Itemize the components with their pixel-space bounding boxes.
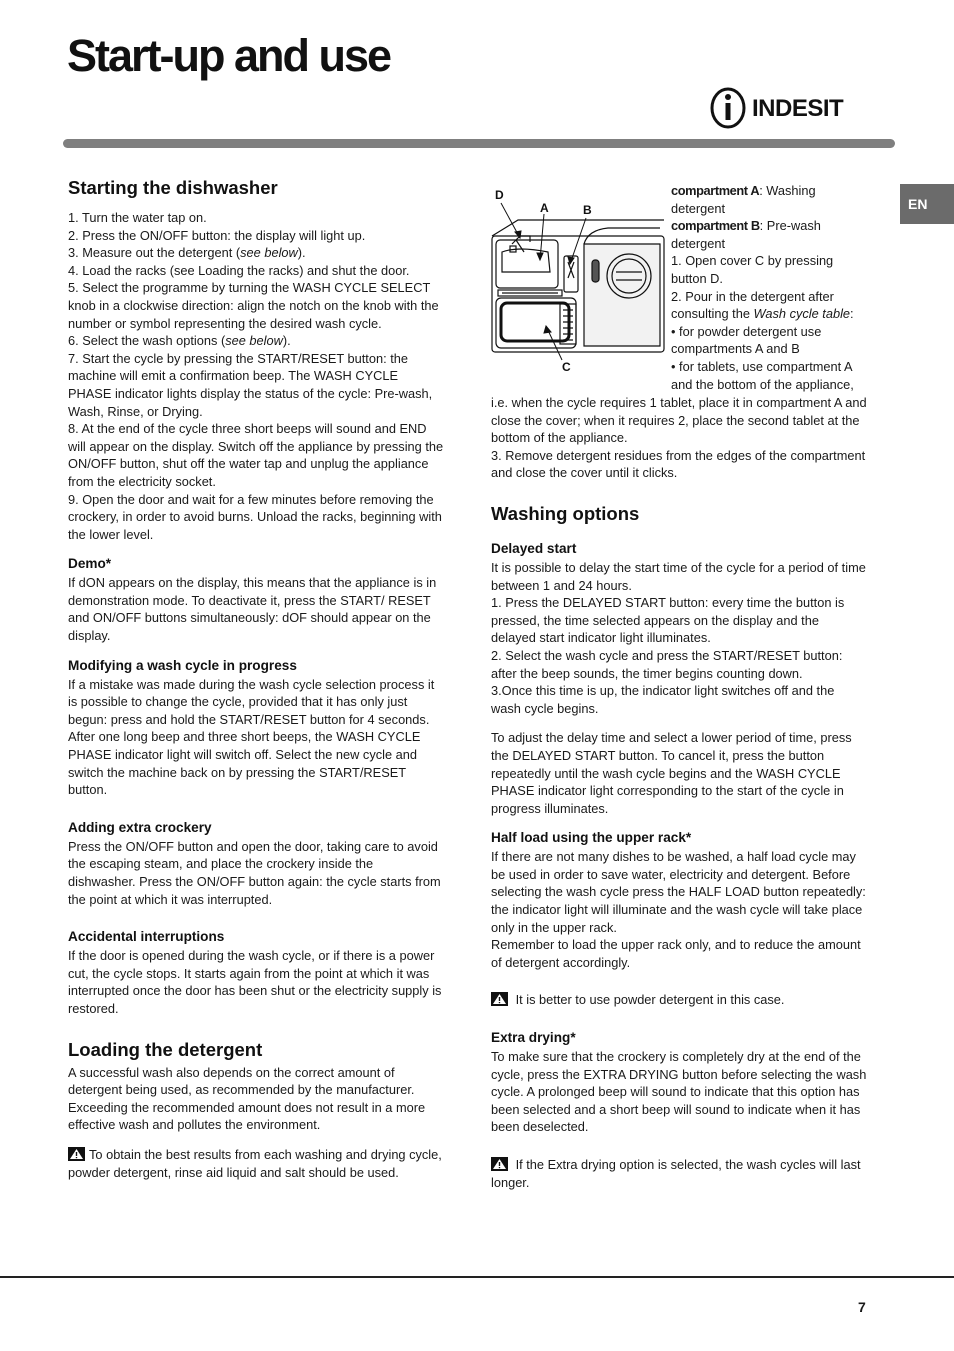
extra-drying-warning: If the Extra drying option is selected, the wash cycles will last longer. <box>491 1157 861 1190</box>
starting-step-1: 1. Turn the water tap on. <box>68 210 207 225</box>
demo-text: If dON appears on the display, this means that the appliance is in demonstration mode. To deactivate it, press the START/ RESET and ON/OFF buttons simultaneously: dOF should appear on the display. <box>68 575 437 644</box>
loading-warning: To obtain the best results from each washing and drying cycle, powder detergent, rinse aid liquid and salt should be used. <box>68 1146 442 1180</box>
adding-text: Press the ON/OFF button and open the door, taking care to avoid the escaping steam, and place the crockery inside the dishwasher. Press the ON/OFF button again: the cycle starts from the point at which it was interrupted. <box>68 838 441 907</box>
page-number: 7 <box>858 1299 866 1315</box>
starting-step-6: 6. Select the wash options (see below). <box>68 333 291 349</box>
language-tab: EN <box>900 184 954 224</box>
right-column <box>491 395 867 1191</box>
compartment-b: compartment B: Pre-wash detergent <box>671 218 821 251</box>
modifying-text: If a mistake was made during the wash cycle selection process it is possible to change the cycle, provided that it has only just begun: press and hold the START/RESET button for 4 seconds. After one long beep and three short beeps, the WASH CYCLE PHASE indicator light will switch off. Select the new cycle and switch the machine back on by pressing the START/RESET button. <box>68 676 435 798</box>
extra-drying-heading: Extra drying* <box>491 1030 576 1046</box>
compartment-continuation: i.e. when the cycle requires 1 tablet, place it in compartment A and close the cover; when it requires 2, place the second tablet at the bottom of the appliance. <box>491 395 867 446</box>
delayed-step-3: 3.Once this time is up, the indicator light switches off and the wash cycle begins. <box>491 683 835 716</box>
accidental-text: If the door is opened during the wash cycle, or if there is a power cut, the cycle stops. It starts again from the point at which it was interrupted once the door has been shut or the electricity supply is restored. <box>68 948 442 1016</box>
detergent-dispenser-diagram <box>488 180 668 376</box>
compartment-description <box>671 182 871 393</box>
compartment-step-3: 3. Remove detergent residues from the edges of the compartment and close the cover until it clicks. <box>491 447 866 481</box>
adding-heading: Adding extra crockery <box>68 819 212 835</box>
compartment-bullet-2: • for tablets, use compartment A and the bottom of the appliance, <box>671 358 854 392</box>
starting-step-9: 9. Open the door and wait for a few minutes before removing the crockery, in order to avoid burns. Unload the racks, beginning with the lower level. <box>68 491 442 542</box>
starting-heading: Starting the dishwasher <box>68 177 278 198</box>
diagram-label-d: D <box>495 188 504 202</box>
half-load-warning: It is better to use powder detergent in this case. <box>491 991 867 1009</box>
compartment-bullet-1: • for powder detergent use compartments A and B <box>671 323 822 357</box>
loading-heading: Loading the detergent <box>68 1038 263 1060</box>
starting-step-3: 3. Measure out the detergent (see below). <box>68 245 306 261</box>
indesit-logo <box>708 86 860 130</box>
starting-step-5: 5. Select the programme by turning the WASH CYCLE SELECT knob in a clockwise direction: align the notch on the knob with the number or symbol representing the desired wash cycle. <box>68 280 439 331</box>
warning-icon <box>68 1147 85 1161</box>
header-divider <box>63 139 895 148</box>
options-heading: Washing options <box>491 502 640 524</box>
compartment-a: compartment A: Washing detergent <box>671 183 816 216</box>
diagram-label-c: C <box>562 360 571 374</box>
delayed-adjust: To adjust the delay time and select a lower period of time, press the DELAYED START button. To cancel it, press the button repeatedly until the wash cycle begins and the WASH CYCLE PHASE indicator light corresponding to the start of the cycle in progress illuminates. <box>491 730 852 816</box>
accidental-heading: Accidental interruptions <box>68 929 225 945</box>
starting-step-8: 8. At the end of the cycle three short beeps will sound and END will appear on the display. Switch off the appliance by pressing the ON/OFF button, shut off the water tap and unplug the appliance from the electricity socket. <box>68 421 444 489</box>
compartment-step-1: 1. Open cover C by pressing button D. <box>671 253 834 286</box>
modifying-heading: Modifying a wash cycle in progress <box>68 657 297 673</box>
warning-icon <box>491 1157 508 1171</box>
svg-text:INDESIT: INDESIT <box>752 95 844 122</box>
half-load-text: If there are not many dishes to be washed, a half load cycle may be used in order to save water, electricity and detergent. Before selecting the wash cycle press the HALF LOAD button repeatedly: the indicator light will illuminate and the wash cycle will take place only in the upper rack. <box>491 849 866 935</box>
page-title: Start-up and use <box>67 30 391 81</box>
footer-divider <box>0 1276 954 1278</box>
loading-text: A successful wash also depends on the correct amount of detergent being used, as recommended by the manufacturer. Exceeding the recommended amount does not result in a more effective wash and pollutes the environment. <box>68 1064 426 1133</box>
diagram-label-b: B <box>583 203 592 217</box>
starting-step-2: 2. Press the ON/OFF button: the display will light up. <box>68 227 366 243</box>
half-load-heading: Half load using the upper rack* <box>491 830 692 846</box>
warning-icon <box>491 992 508 1006</box>
diagram-label-a: A <box>540 201 549 215</box>
starting-step-7: 7. Start the cycle by pressing the START/RESET button: the machine will emit a confirmation beep. The WASH CYCLE PHASE indicator lights display the status of the cycle: Pre-wash, Wash, Rinse, or Drying. <box>68 350 433 419</box>
left-column <box>68 176 444 1181</box>
delayed-heading: Delayed start <box>491 540 577 556</box>
demo-heading: Demo* <box>68 556 112 572</box>
starting-step-4: 4. Load the racks (see Loading the racks) and shut the door. <box>68 262 410 278</box>
delayed-step-2: 2. Select the wash cycle and press the START/RESET button: after the beep sounds, the timer begins counting down. <box>491 647 843 681</box>
half-load-text-2: Remember to load the upper rack only, and to reduce the amount of detergent accordingly. <box>491 937 861 970</box>
delayed-step-1: 1. Press the DELAYED START button: every time the button is pressed, the time selected appears on the display and the delayed start indicator light illuminates. <box>491 595 845 646</box>
delayed-text: It is possible to delay the start time of the cycle for a period of time between 1 and 24 hours. <box>491 559 866 593</box>
extra-drying-text: To make sure that the crockery is completely dry at the end of the cycle, press the EXTRA DRYING button before selecting the wash cycle. A prolonged beep will sound to indicate that this option has been selected and a short beep will sound to indicate when it has been deselected. <box>491 1049 867 1135</box>
compartment-step-2: 2. Pour in the detergent after consulting the Wash cycle table: <box>671 288 854 322</box>
